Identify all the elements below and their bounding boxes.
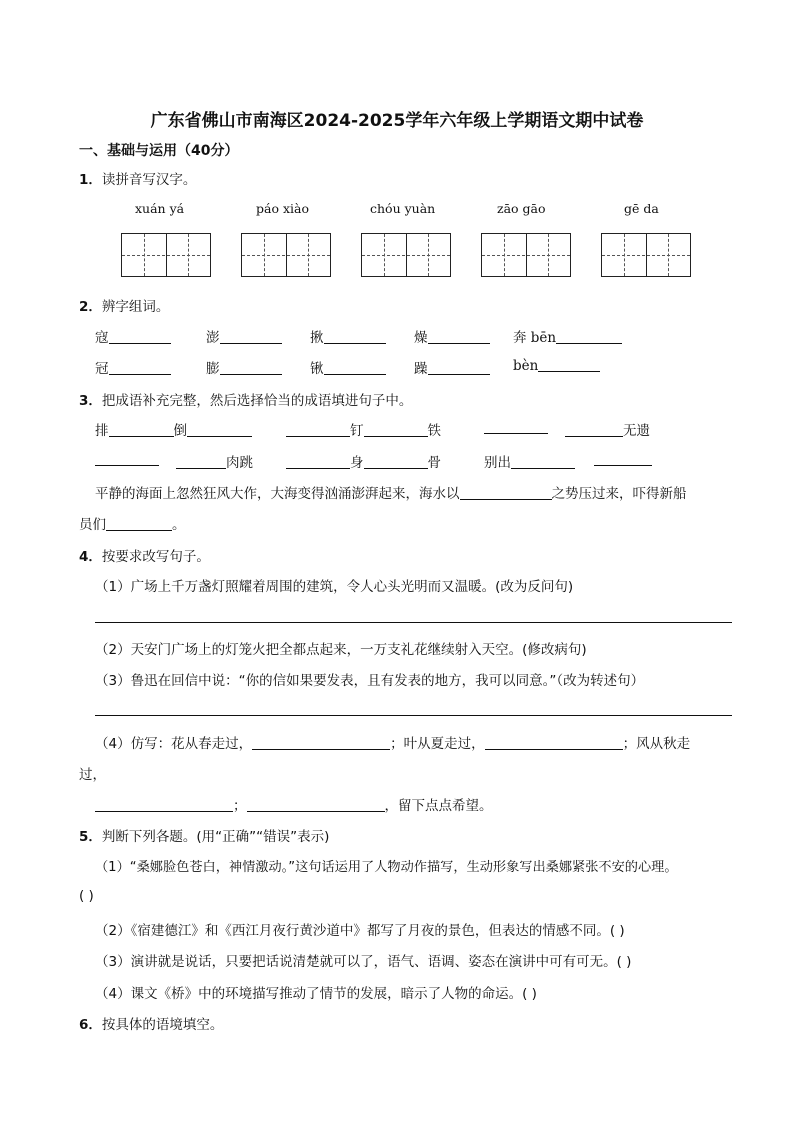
- word-item: 冠: [95, 357, 171, 377]
- answer-blank[interactable]: [109, 329, 171, 344]
- sentence-item: ； ，留下点点希望。: [95, 794, 493, 814]
- question-text: 读拼音写汉字。: [101, 172, 197, 188]
- pinyin-label: xuán yá: [135, 201, 185, 216]
- answer-blank[interactable]: [364, 422, 428, 437]
- question-number: 2．: [79, 299, 102, 315]
- question-text: 把成语补充完整，然后选择恰当的成语填进句子中。: [101, 393, 413, 409]
- answer-blank[interactable]: [428, 329, 490, 344]
- answer-blank[interactable]: [95, 797, 233, 812]
- question-1: [79, 168, 196, 188]
- sentence-item: （4）仿写：花从春走过， ；叶从夏走过， ；风从秋走: [95, 736, 691, 752]
- word-item: 揪: [310, 326, 386, 346]
- pinyin-label: zāo gāo: [497, 201, 546, 216]
- question-4: [79, 545, 210, 565]
- writing-grid[interactable]: [601, 233, 691, 277]
- answer-paren[interactable]: ( ): [522, 986, 537, 1002]
- answer-blank[interactable]: [364, 454, 428, 469]
- idiom-item: [484, 419, 548, 436]
- answer-blank[interactable]: [220, 360, 282, 375]
- answer-blank[interactable]: [511, 454, 575, 469]
- question-text: 按要求改写句子。: [101, 549, 210, 565]
- question-2: [79, 295, 169, 315]
- section-heading: 一、基础与运用（40分）: [79, 143, 239, 159]
- word-item: 澎: [206, 326, 282, 346]
- idiom-item: 别出: [484, 451, 575, 471]
- answer-paren[interactable]: ( ): [609, 923, 625, 939]
- answer-paren[interactable]: ( ): [79, 888, 94, 904]
- word-item: 奔 bēn: [513, 326, 622, 346]
- word-item: 燥: [414, 326, 490, 346]
- judgment-item: （2）《宿建德江》和《西江月夜行黄沙道中》都写了月夜的景色，但表达的情感不同。( ): [95, 923, 625, 939]
- answer-paren[interactable]: ( ): [616, 954, 632, 970]
- writing-grid[interactable]: [481, 233, 571, 277]
- word-item: 膨: [206, 357, 282, 377]
- pinyin-label: gē da: [624, 201, 659, 216]
- answer-blank[interactable]: [106, 516, 172, 531]
- idiom-item: 身 骨: [286, 451, 441, 471]
- judgment-item: （3）演讲就是说话，只要把话说清楚就可以了，语气、语调、姿态在演讲中可有可无。( ): [95, 954, 632, 970]
- word-item: 躁: [414, 357, 490, 377]
- judgment-item: （4）课文《桥》中的环境描写推动了情节的发展，暗示了人物的命运。( ): [95, 986, 537, 1002]
- word-item: 锹: [310, 357, 386, 377]
- answer-blank[interactable]: [252, 735, 390, 750]
- question-number: 6．: [79, 1017, 102, 1033]
- sentence-item: （2）天安门广场上的灯笼火把全都点起来，一万支礼花继续射入天空。(修改病句): [95, 642, 587, 658]
- page-title: 广东省佛山市南海区2024-2025学年六年级上学期语文期中试卷: [150, 111, 644, 131]
- answer-blank[interactable]: [324, 329, 386, 344]
- answer-blank[interactable]: [109, 422, 174, 437]
- answer-line[interactable]: [95, 715, 732, 716]
- word-item: bèn: [513, 357, 600, 374]
- sentence-item: （3）鲁迅在回信中说：“你的信如果要发表，且有发表的地方，我可以同意。”（改为转述句）: [95, 673, 645, 689]
- pinyin-label: páo xiào: [256, 201, 309, 216]
- answer-blank[interactable]: [460, 485, 552, 500]
- question-text: 辨字组词。: [101, 299, 170, 315]
- answer-blank[interactable]: [485, 735, 623, 750]
- sentence-item: （1）广场上千万盏灯照耀着周围的建筑，令人心头光明而又温暖。(改为反问句): [95, 579, 574, 595]
- answer-blank[interactable]: [538, 357, 600, 372]
- idiom-item: [95, 451, 159, 468]
- paragraph-line: 平静的海面上忽然狂风大作，大海变得汹涌澎湃起来，海水以 之势压过来，吓得新船: [95, 486, 687, 502]
- question-3: [79, 389, 412, 409]
- answer-blank[interactable]: [109, 360, 171, 375]
- answer-blank[interactable]: [176, 454, 226, 469]
- judgment-item: （1）“桑娜脸色苍白，神情激动。”这句话运用了人物动作描写，生动形象写出桑娜紧张不安的心理。: [95, 860, 678, 875]
- answer-blank[interactable]: [484, 419, 548, 434]
- answer-line[interactable]: [95, 622, 732, 623]
- answer-blank[interactable]: [286, 454, 350, 469]
- idiom-item: 肉跳: [176, 451, 253, 471]
- answer-blank[interactable]: [220, 329, 282, 344]
- answer-blank[interactable]: [187, 422, 252, 437]
- question-number: 3．: [79, 393, 102, 409]
- answer-blank[interactable]: [324, 360, 386, 375]
- question-5: [79, 825, 329, 845]
- question-6: [79, 1013, 223, 1033]
- idiom-item: [594, 451, 652, 468]
- paragraph-line: 员们 。: [79, 517, 186, 533]
- answer-blank[interactable]: [286, 422, 350, 437]
- question-number: 5．: [79, 829, 102, 845]
- answer-blank[interactable]: [247, 797, 385, 812]
- idiom-item: 排 倒: [95, 419, 252, 439]
- word-item: 寇: [95, 326, 171, 346]
- answer-blank[interactable]: [95, 451, 159, 466]
- idiom-item: 钉 铁: [286, 419, 441, 439]
- sentence-item: 过，: [79, 767, 106, 783]
- answer-blank[interactable]: [565, 422, 623, 437]
- writing-grid[interactable]: [361, 233, 451, 277]
- question-text: 判断下列各题。(用“正确”“错误”表示): [101, 829, 330, 845]
- question-text: 按具体的语境填空。: [101, 1017, 224, 1033]
- answer-blank[interactable]: [428, 360, 490, 375]
- writing-grid[interactable]: [121, 233, 211, 277]
- answer-blank[interactable]: [556, 329, 622, 344]
- idiom-item: 无遗: [565, 419, 650, 439]
- answer-blank[interactable]: [594, 451, 652, 466]
- question-number: 1．: [79, 172, 102, 188]
- question-number: 4．: [79, 549, 102, 565]
- writing-grid[interactable]: [241, 233, 331, 277]
- pinyin-label: chóu yuàn: [370, 201, 436, 216]
